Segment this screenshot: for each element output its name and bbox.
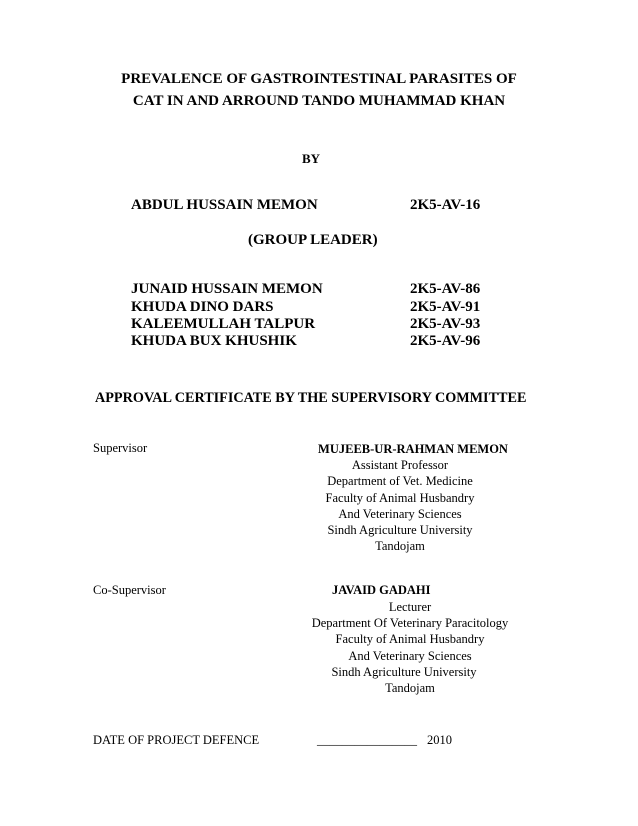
supervisor-name: MUJEEB-UR-RAHMAN MEMON	[318, 442, 508, 456]
co-supervisor-title: Lecturer	[388, 600, 432, 614]
co-supervisor-faculty: Faculty of Animal Husbandry	[335, 632, 485, 647]
supervisor-faculty: Faculty of Animal Husbandry	[325, 490, 475, 505]
supervisor-city: Tandojam	[375, 539, 425, 554]
co-supervisor-university: Sindh Agriculture University	[331, 664, 477, 679]
by-label: BY	[302, 151, 321, 166]
member-id: 2K5-AV-86	[410, 281, 481, 297]
co-supervisor-city: Tandojam	[385, 681, 435, 696]
co-supervisor-department: Department Of Veterinary Paracitology	[311, 616, 509, 631]
leader-id: 2K5-AV-16	[410, 197, 481, 213]
supervisor-block	[300, 441, 508, 554]
defence-year: 2010	[427, 733, 452, 747]
co-supervisor-label: Co-Supervisor	[93, 583, 166, 597]
supervisor-university: Sindh Agriculture University	[327, 523, 473, 538]
member-name: JUNAID HUSSAIN MEMON	[131, 281, 323, 297]
approval-heading: APPROVAL CERTIFICATE BY THE SUPERVISORY COMMITTEE	[95, 390, 527, 406]
supervisor-department: Department of Vet. Medicine	[327, 474, 473, 489]
leader-name: ABDUL HUSSAIN MEMON	[131, 197, 318, 213]
supervisor-faculty-2: And Veterinary Sciences	[338, 506, 462, 521]
member-name: KHUDA DINO DARS	[131, 299, 274, 315]
leader-role: (GROUP LEADER)	[248, 232, 378, 248]
supervisor-label: Supervisor	[93, 441, 148, 455]
member-name: KALEEMULLAH TALPUR	[131, 316, 316, 332]
defence-date-blank: ________________	[317, 733, 417, 747]
defence-date-label: DATE OF PROJECT DEFENCE	[93, 733, 260, 747]
co-supervisor-faculty-2: And Veterinary Sciences	[348, 648, 472, 663]
member-id: 2K5-AV-93	[410, 316, 481, 332]
member-id: 2K5-AV-91	[410, 299, 481, 315]
document-title-line-2: CAT IN AND ARROUND TANDO MUHAMMAD KHAN	[132, 93, 506, 109]
supervisor-title: Assistant Professor	[351, 458, 449, 473]
document-title-line-1: PREVALENCE OF GASTROINTESTINAL PARASITES OF	[121, 71, 517, 87]
member-name: KHUDA BUX KHUSHIK	[131, 333, 297, 349]
member-id: 2K5-AV-96	[410, 333, 481, 349]
co-supervisor-block	[310, 599, 510, 696]
co-supervisor-name: JAVAID GADAHI	[332, 583, 431, 597]
